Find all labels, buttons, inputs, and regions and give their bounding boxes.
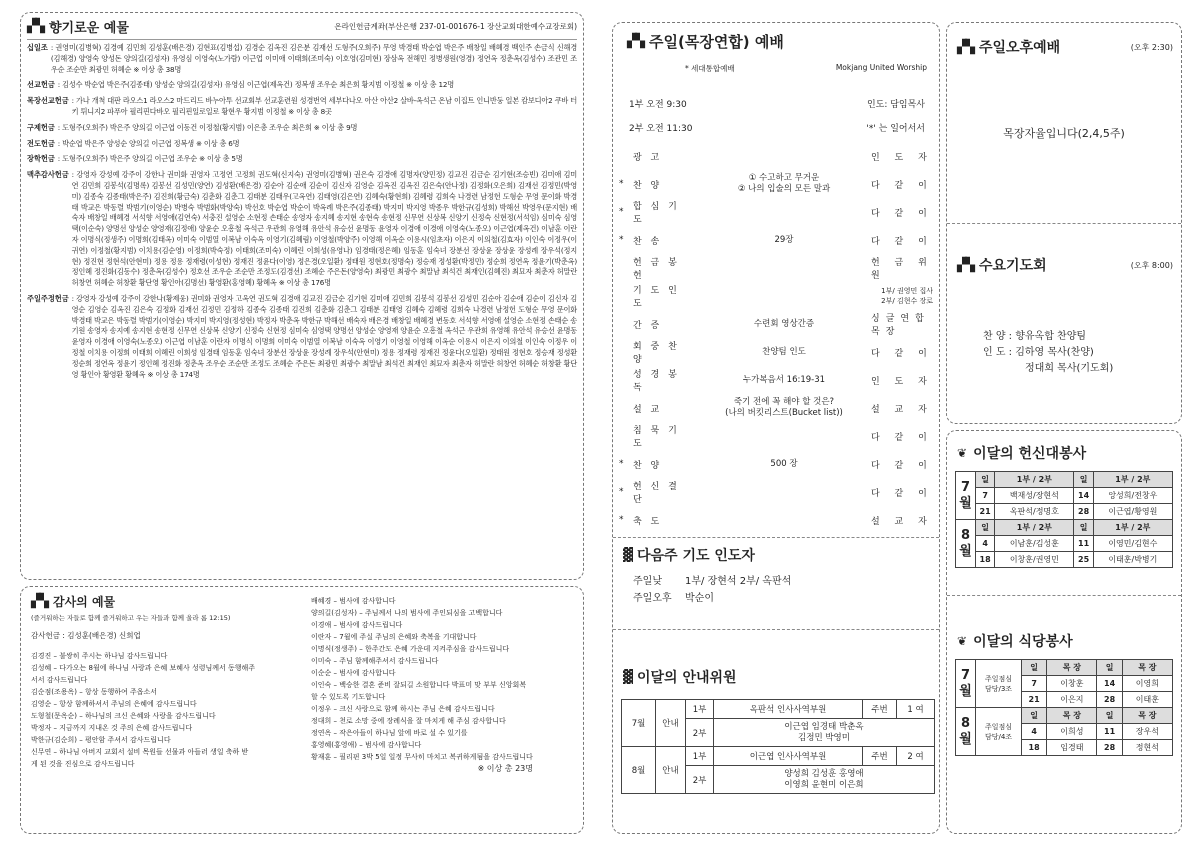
- table-header: [956, 472, 1173, 488]
- wednesday-time: (오후 8:00): [1130, 260, 1173, 270]
- usher-month: 7월: [622, 700, 656, 747]
- checker-square-icon: ▞▚: [957, 257, 973, 273]
- praise-value: 향유옥합 찬양팀: [1015, 331, 1087, 342]
- thanks-total: ※ 이상 총 23명: [477, 764, 533, 773]
- usher-role: 안내: [656, 747, 686, 794]
- service-box: [612, 22, 940, 834]
- usher-row: [622, 747, 935, 766]
- name-cell: 옥판석/정명호: [995, 504, 1074, 520]
- order-person: 설 교 자: [871, 516, 933, 527]
- next-label-afternoon: 주일오후: [633, 593, 672, 604]
- thanks-line: 신무연 – 하나님 아버지 교회서 설비 목원들 선물과 아들러 생일 축하 받: [31, 748, 249, 756]
- afternoon-header: [957, 37, 1060, 57]
- offering-item: [27, 123, 577, 134]
- cafeteria-table: [955, 659, 1173, 756]
- column-header: 일: [1022, 708, 1047, 724]
- order-name: 찬 양: [633, 460, 663, 471]
- leader-dots: [703, 436, 863, 437]
- offering-header: [27, 17, 129, 36]
- order-content: ① 수고하고 무거운 ② 나의 입술의 모든 말과: [697, 173, 871, 195]
- thanks-line: 이란자 – 7월에 주실 주님의 은혜와 축복을 기대합니다: [311, 633, 477, 641]
- order-content: 29장: [697, 235, 871, 246]
- dedication-header: [957, 443, 1086, 463]
- next-header: [623, 545, 755, 565]
- month-cell: 8 월: [956, 520, 976, 568]
- offering-names: : 김성수 박순엽 박은주(김종태) 양성순 양의길(김성자) 유영심 이근엽(제옥건) 정복생 조우순 최은희 황지범 이정철 ※ 이상 총 12명: [57, 80, 454, 90]
- name-cell: 앙성희/전창우: [1093, 488, 1172, 504]
- order-person: 다 같 이: [871, 208, 933, 219]
- order-star: *: [619, 207, 624, 217]
- offering-label: 선교헌금: [27, 80, 55, 90]
- usher-month: 8월: [622, 747, 656, 794]
- day-cell: 21: [976, 504, 995, 520]
- thanks-title: 감사의 예물: [53, 595, 116, 609]
- thanks-line: 게 된 것을 진심으로 감사드립니다: [31, 760, 135, 768]
- order-content: 수련회 영상간증: [697, 319, 871, 330]
- order-content: 누가복음서 16:19-31: [697, 375, 871, 386]
- order-star: *: [619, 515, 624, 525]
- month-cell: 7 월: [956, 660, 976, 708]
- offering-item: [27, 294, 577, 380]
- order-name: 광 고: [633, 152, 663, 163]
- name-cell: 백재성/장현석: [995, 488, 1074, 504]
- thanks-line: 박정자 – 지금까지 지내온 것 주의 은혜 감사드립니다: [31, 724, 193, 732]
- name-cell: 정현석: [1122, 740, 1172, 756]
- order-person: 인 도 자: [871, 152, 933, 163]
- thanks-header: [31, 593, 301, 610]
- name-cell: 장우석: [1122, 724, 1172, 740]
- afternoon-time: (오후 2:30): [1130, 42, 1173, 52]
- thanks-line: 할 수 있도록 기도합니다: [311, 693, 386, 701]
- name-cell: 임경태: [1047, 740, 1097, 756]
- duty-group: 주일점심 담당/3조: [976, 660, 1022, 708]
- order-row: [619, 339, 933, 365]
- order-row: [619, 171, 933, 197]
- offering-list: [27, 43, 577, 380]
- order-row: [619, 451, 933, 477]
- order-name: 간 증: [633, 320, 663, 331]
- thanks-line: 배혜경 – 범사에 감사합니다: [311, 597, 396, 605]
- order-name: 축 도: [633, 516, 663, 527]
- column-header: 일: [1097, 708, 1122, 724]
- offering-label: 주일주정헌금: [27, 293, 69, 303]
- thanks-verse: (즐거워하는 자들로 함께 즐거워하고 우는 자들과 함께 울라 롬 12:15): [31, 614, 231, 622]
- thanks-line: 정대희 – 천로 소망 중에 장례식을 잘 마치게 해 주심 감사합니다: [311, 717, 506, 725]
- table-row: [956, 504, 1173, 520]
- thanks-list-right: [311, 595, 573, 763]
- thanks-line: 서서 감사드립니다: [31, 676, 88, 684]
- offering-item: [27, 154, 577, 165]
- usher-names: 양성희 김성훈 홍영애 이영희 윤현미 이은희: [714, 766, 935, 794]
- offering-item: [27, 43, 577, 75]
- offering-label: 맥추감사헌금: [27, 170, 69, 180]
- cafeteria-title: 이달의 식당봉사: [973, 634, 1073, 650]
- order-person: 설 교 자: [871, 404, 933, 415]
- usher-part: 2부: [686, 766, 714, 794]
- afternoon-body: 목장자율입니다(2,4,5주): [1003, 127, 1125, 140]
- ushers-table: [621, 699, 935, 794]
- thanks-line: 김경진 – 불쌍히 주시는 하나님 감사드립니다: [31, 652, 168, 660]
- day-cell: 7: [1022, 676, 1047, 692]
- column-header: 일: [1022, 660, 1047, 676]
- thanks-line: 정연옥 – 작은아들이 하나님 앞에 바로 설 수 있기를: [311, 729, 468, 737]
- order-name: 기 도 인 도: [633, 286, 680, 309]
- order-name: 회 중 찬 양: [633, 342, 680, 365]
- order-row: [619, 143, 933, 169]
- right-page: [600, 0, 1200, 848]
- leader-dots: [703, 492, 863, 493]
- next-title: 다음주 기도 인도자: [637, 548, 755, 564]
- heart-bullet-icon: ❦: [957, 634, 968, 648]
- order-row: [619, 255, 933, 281]
- name-cell: 이남훈/김성훈: [995, 536, 1074, 552]
- order-row: [619, 367, 933, 393]
- order-star: *: [619, 235, 624, 245]
- thanks-line: 이순순 – 범사에 감사합니다: [311, 669, 396, 677]
- usher-part: 1부: [686, 747, 714, 766]
- day-cell: 25: [1074, 552, 1093, 568]
- thanks-intro: 감사헌금 : 김성훈(배은경) 신희업: [31, 631, 141, 640]
- order-content: 죽기 전에 꼭 해야 할 것은? (나의 버킷리스트(Bucket list)): [697, 397, 871, 419]
- table-row: [956, 552, 1173, 568]
- leader-dots: [703, 212, 863, 213]
- day-cell: 28: [1097, 740, 1122, 756]
- column-header: 일: [976, 520, 995, 536]
- column-header: 1부 / 2부: [1093, 520, 1172, 536]
- table-header: [956, 660, 1173, 676]
- order-person: 1부/ 권영민 집사 2부/ 김현수 장로: [881, 287, 933, 305]
- order-name: 헌 신 결 단: [633, 482, 680, 505]
- offering-item: [27, 80, 577, 91]
- cafeteria-header: [957, 631, 1073, 651]
- offering-item: [27, 96, 577, 118]
- thanks-line: 양의길(김성자) – 주님께서 나의 범사에 주인되심을 고백합니다: [311, 609, 503, 617]
- name-cell: 이창훈/권영민: [995, 552, 1074, 568]
- leader-dots: [703, 156, 863, 157]
- offering-names: : 박순엽 박은주 양성순 양의길 이근엽 정복생 ※ 이상 총 6명: [57, 138, 240, 148]
- leader-dots: [703, 296, 863, 297]
- offering-label: 전도헌금: [27, 138, 55, 148]
- service-title: 주일(목장연합) 예배: [649, 33, 784, 51]
- checker-square-icon: ▓: [623, 547, 631, 563]
- day-cell: 28: [1074, 504, 1093, 520]
- day-cell: 14: [1097, 676, 1122, 692]
- column-header: 1부 / 2부: [995, 520, 1074, 536]
- checker-square-icon: ▓: [623, 669, 631, 685]
- thanks-line: 박한규(김순희) – 평안함 주셔서 감사드립니다: [31, 736, 171, 744]
- column-header: 목 장: [1047, 708, 1097, 724]
- name-cell: 이영민/김현수: [1093, 536, 1172, 552]
- month-cell: 7 월: [956, 472, 976, 520]
- offering-box: [20, 12, 584, 580]
- day-cell: 4: [1022, 724, 1047, 740]
- day-cell: 28: [1097, 692, 1122, 708]
- day-cell: 7: [976, 488, 995, 504]
- order-content: 500 장: [697, 459, 871, 470]
- duty-group: 주일점심 담당/4조: [976, 708, 1022, 756]
- order-name: 찬 양: [633, 180, 663, 191]
- order-row: [619, 507, 933, 533]
- thanks-line: 김순점(조용옥) – 항상 동행하여 주옵소서: [31, 688, 158, 696]
- offering-title: 향기로운 예물: [49, 21, 129, 36]
- order-row: [619, 283, 933, 309]
- order-person: 다 같 이: [871, 348, 933, 359]
- thanks-line: 홍영혜(홍영애) – 범사에 감사합니다: [311, 741, 422, 749]
- service-schedule-box: [946, 430, 1182, 834]
- afternoon-title: 주일오후예배: [979, 40, 1061, 56]
- thanks-list-left: [31, 650, 301, 770]
- order-name: 헌 금 봉 헌: [633, 258, 680, 281]
- standing-note: '*' 는 일어서서: [866, 124, 925, 134]
- order-person: 다 같 이: [871, 488, 933, 499]
- order-name: 찬 송: [633, 236, 663, 247]
- day-cell: 11: [1097, 724, 1122, 740]
- thanks-box: [20, 586, 584, 834]
- month-cell: 8 월: [956, 708, 976, 756]
- column-header: 1부 / 2부: [1093, 472, 1172, 488]
- thanks-line: 김성혜 – 다가오는 8월에 하나님 사랑과 은혜 보혜사 성령님께서 동행해주: [31, 664, 256, 672]
- usher-row: [622, 700, 935, 719]
- order-person: 헌 금 위 원: [871, 258, 933, 281]
- name-cell: 이은지: [1047, 692, 1097, 708]
- offering-names: : 도형주(오희주) 박은주 양의길 이근엽 이동건 이정철(황지범) 이은총 조우순 최은희 ※ 이상 총 9명: [57, 122, 358, 132]
- afternoon-box: [946, 22, 1182, 424]
- order-name: 침 묵 기 도: [633, 426, 680, 449]
- checker-square-icon: ▞▚: [957, 39, 973, 55]
- name-cell: 이영희: [1122, 676, 1172, 692]
- offering-label: 장학헌금: [27, 154, 55, 164]
- offering-names: : 가나 개척 대판 라오스1 라오스2 마드리드 바누아투 선교회부 선교훈련원 성경번역 세부다나오 아산 아산2 살바-옥석근 온남 이집트 인니반둥 일본 캄보디아2 쿠바 터키 튀니지2 파푸아 필리핀다바오 필리핀일로일로 황현우 황지범 이정철 ※ 이상 총 8곳: [71, 96, 577, 116]
- day-cell: 18: [976, 552, 995, 568]
- order-content: 찬양팀 인도: [697, 347, 871, 358]
- next-value-afternoon: 박순이: [685, 593, 714, 604]
- name-cell: 이근엽/황영원: [1093, 504, 1172, 520]
- dedication-table: [955, 471, 1173, 568]
- dedication-title: 이달의 헌신대봉사: [973, 446, 1087, 462]
- thanks-line: 이명식(정생주) – 한주간도 은혜 가운데 지켜주심을 감사드립니다: [311, 645, 510, 653]
- column-header: 목 장: [1122, 660, 1172, 676]
- service-english: Mokjang United Worship: [835, 63, 927, 72]
- name-cell: 이창훈: [1047, 676, 1097, 692]
- order-person: 싱글연합목장: [871, 314, 930, 337]
- day-cell: 21: [1022, 692, 1047, 708]
- usher-week-label: 주번: [863, 747, 897, 766]
- ushers-title: 이달의 안내위원: [637, 670, 737, 686]
- wednesday-header: [957, 255, 1047, 275]
- ushers-header: [623, 667, 737, 687]
- usher-names: 옥판석 인사사역부원: [714, 700, 863, 719]
- table-header: [956, 520, 1173, 536]
- offering-label: 목장선교헌금: [27, 96, 69, 106]
- table-row: [956, 536, 1173, 552]
- column-header: 1부 / 2부: [995, 472, 1074, 488]
- column-header: 일: [1074, 520, 1093, 536]
- thanks-line: 이정우 – 크신 사랑으로 함께 하시는 주님 은혜 감사드립니다: [311, 705, 495, 713]
- order-row: [619, 479, 933, 505]
- offering-names: : 권영미(김병혁) 김경예 김민희 김성훈(배은경) 김현표(김병섭) 김경순 김옥진 김은분 김재선 도형주(오희주) 무영 박경태 박순엽 박은주 배창일 배혜경 백인주 손금식 신해경(김해경) 양영숙 양성돈 양의길(김성자) 유영심 이영숙(노가람) 이근업 이미애 이태희(조미숙) 이호영(김미현) 장삼옥 전해민 정병생원(영경) 정연옥 정춘옥(김성수) 조관민 조우순 조순만 최광민 허혜순 ※ 이상 총 38명: [50, 43, 577, 74]
- next-value-day: 1부/ 장현석 2부/ 옥판석: [685, 576, 792, 587]
- name-cell: 이태훈: [1122, 692, 1172, 708]
- leader-label: 인 도 :: [983, 347, 1013, 358]
- online-account: 온라인헌금계좌(부산은행 237-01-001676-1 장산교회대한예수교장로회): [334, 22, 577, 31]
- thanks-line: 이인숙 – 백승한 결혼 준비 잘되길 소원합니다 박표미 맞 부부 신앙회복: [311, 681, 527, 689]
- offering-names: : 강영자 강성예 강주이 강한나(황제웅) 권미화 권영자 고옥연 권도혁 김경애 김교진 김금순 김기현 김미애 김민희 김봉석 김봉선 김성민 김순아 김순애 김순이 김신자 김영순 김영순 김옥진 김은숙 김정화 김재선 김정민 김정하 김종숙 김종태 김진희 김춘화 김춘그 김태분 김태영 김혜숙 김혜령 김희숙 나경련 남정헌 도형순 무영 문이화 박경태 박교은 박동렬 박범기(이영순) 박지미 박지영(정성현) 박정자 박춘옥 박한규 박해선 배숙자 배은경 배창일 배혜경 변동호 서석향 서영애 설영순 소현정 손태순 송기원 송영자 송지예 송지현 송현정 신무연 신상복 신양기 신정숙 신현정 심미숙 심영택 양명선 양성순 양영재 양윤순 오흥철 옥석근 우관희 유영해 유안석 유승선 윤명동 윤영자 이경애 이영숙(노종오) 이근엽 이남훈 이란자 이명식 이명희 이미숙 이범열 이복남 이숙옥 이영기 이영철 이영해 이옥순 이용시 이은지 이의철 이인숙 이정우 이정철 이치용 이정희 이태희 이혜린 이희성 임경태 임동훈 임숙녀 장분선 장상윤 장성례 장우석(안현미) 정용 정재령 정재진 정윤다(오일환) 정태원 정현호 정승재 정성환 정순희 정연옥 정윤기 정인혜 정진화 정춘옥 조우순 조순만 조정도 조혜순 주은돈 최광민 최광수 최말남 최석건 최재인 최묘자 최춘자 허말란 허창연 허혜순 허창환 황단영 황인아 황영환 황혜옥 ※ 이상 총 174명: [71, 293, 577, 379]
- column-header: 일: [1097, 660, 1122, 676]
- order-person: 다 같 이: [871, 236, 933, 247]
- offering-item: [27, 139, 577, 150]
- name-cell: 이희성: [1047, 724, 1097, 740]
- checker-square-icon: ▞▚: [31, 594, 47, 609]
- day-cell: 11: [1074, 536, 1093, 552]
- praise-label: 찬 양 :: [983, 331, 1013, 342]
- usher-names: 이근엽 인사사역부원: [714, 747, 863, 766]
- service-leader: 인도: 담임목사: [866, 100, 925, 110]
- order-row: [619, 395, 933, 421]
- checker-square-icon: ▞▚: [627, 34, 643, 49]
- day-cell: 4: [976, 536, 995, 552]
- table-row: [956, 488, 1173, 504]
- leader-dots: [703, 520, 863, 521]
- usher-names: 이근엽 임경태 박춘옥 김정민 박영미: [714, 719, 935, 747]
- offering-label: 구제헌금: [27, 122, 55, 132]
- order-star: *: [619, 179, 624, 189]
- order-star: *: [619, 487, 624, 497]
- usher-part: 2부: [686, 719, 714, 747]
- day-cell: 14: [1074, 488, 1093, 504]
- order-name: 합 심 기 도: [633, 202, 680, 225]
- order-person: 인 도 자: [871, 376, 933, 387]
- order-row: [619, 311, 933, 337]
- next-label-day: 주일낮: [633, 576, 662, 587]
- offering-names: : 강영자 강성예 강주이 강한나 권미화 권영자 고정연 고정희 권도혁(신지숙) 권영미(김병혁) 권은숙 김경애 김명자(양민정) 김교진 김금순 김기현(조승빈) 김미애 김미연 김민희 김봉석(김명록) 김봉선 김성민(양연) 김성환(배은경) 김순아 김순애 김순이 김신자 김영순 김옥진 김옥진 김은숙(안나정) 김정화(오은희) 김재선 김정민(박영미) 김종숙 김종태(박은주) 김진희(황금숙) 김춘화 김춘그 김태분 김태우(고옥연) 김태영(김은연) 김혜숙(황현희) 김혜령 김희숙 나경련 남정헌 도형순 무영 문이화 박경태 박교은 박동렬 박범기(이영순) 박병숙 박범화(박양숙) 박선호 박순엽 박순이 박옥례 박은주(김종태) 박지미 박지영 박종우 박한규(김성희) 박해선 박영우(문지현) 배숙자 배창일 배혜경 서석향 서영애(김연숙) 서충진 설영순 소현정 손태순 송영자 송지혜 송지현 송현숙 송현정 신무연 신상복 신양기 신정숙 신현정(서석임) 심미숙 심영택(이순숙) 양명선 양성순 양영재(김정애) 양윤순 오흥철 옥석근 우관희 유영해 유안석 유승선 윤명동 윤영자 이경애 이경애 이영숙(노종오) 이근엽(제옥건) 이남훈 이란자 이명식(정생주) 이명희(김태옥) 이미숙 이범열 이복남 이숙옥 이영기(김혜림) 이영철(박양주) 이영해 이옥순 이용시(임초자) 이은지 이의철(김효자) 이인숙 이정우(이귀연) 이정철(황지범) 이치용(김순영) 이정희(박숙정) 이태희(조미숙) 이혜린 이희성(유영나) 임경태(정은혜) 임동훈 임숙녀 장분선 장상윤 장상윤 장성례 장우석(정지현) 정진현 정현석(안현미) 정용 정용 정재령(이성현) 정재진 정윤다(이영) 정은경(오일환) 정태원 정현호(정명숙) 정승재 정성환(박정민) 정순희 정연옥 정윤기(박춘옥) 정인혜 정진화(김동수) 정춘옥(김성수) 정호선 조우순 조순만 조정도(김경선) 조혜순 주은돈(양영숙) 최광민 최광수 최말남 최석건 최재인(김혜진) 최묘자 최춘자 허말란 허창연 허혜순 허창환 황단영 황인아(김명선) 황영환(홍영혜) 황혜옥 ※ 이상 총 176명: [71, 170, 577, 288]
- order-person: 다 같 이: [871, 180, 933, 191]
- thanks-line: 도형철(문옥순) – 하나님의 크신 은혜와 사랑을 감사드립니다: [31, 712, 216, 720]
- order-row: [619, 423, 933, 449]
- thanks-line: 황재훈 – 필리핀 3박 5일 일정 무사히 마치고 복귀하게됨을 감사드립니다: [311, 753, 533, 761]
- heart-bullet-icon: ❦: [957, 446, 968, 460]
- order-row: [619, 227, 933, 253]
- usher-role: 안내: [656, 700, 686, 747]
- order-star: *: [619, 459, 624, 469]
- service-time-1: 1부 오전 9:30: [629, 100, 687, 110]
- thanks-line: 김영순 – 항상 함께하셔서 주님의 은혜에 감사드립니다: [31, 700, 197, 708]
- leader-value-2: 정대희 목사(기도회): [1025, 363, 1114, 374]
- usher-part: 1부: [686, 700, 714, 719]
- leader-dots: [703, 268, 863, 269]
- name-cell: 이태훈/박병기: [1093, 552, 1172, 568]
- day-cell: 18: [1022, 740, 1047, 756]
- next-leaders: [633, 573, 791, 607]
- service-subtitle: * 세대통합예배: [685, 64, 735, 73]
- order-name: 설 교: [633, 404, 663, 415]
- column-header: 목 장: [1122, 708, 1172, 724]
- order-person: 다 같 이: [871, 460, 933, 471]
- thanks-line: 이미숙 – 주님 함께해주셔서 감사드립니다: [311, 657, 439, 665]
- usher-week: 1 여: [897, 700, 935, 719]
- leader-value-1: 김하영 목사(찬양): [1015, 347, 1094, 358]
- column-header: 일: [1074, 472, 1093, 488]
- table-header: [956, 708, 1173, 724]
- order-row: [619, 199, 933, 225]
- service-header: [627, 31, 784, 52]
- column-header: 일: [976, 472, 995, 488]
- offering-names: : 도형주(오희주) 박은주 양의길 이근엽 조우순 ※ 이상 총 5명: [57, 154, 243, 164]
- checker-square-icon: ▞▚: [27, 19, 43, 34]
- wednesday-title: 수요기도회: [979, 258, 1047, 274]
- wednesday-details: [983, 329, 1113, 377]
- thanks-line: 이경애 – 범사에 감사드립니다: [311, 621, 403, 629]
- order-person: 다 같 이: [871, 432, 933, 443]
- offering-item: [27, 170, 577, 289]
- offering-label: 십일조: [27, 43, 48, 52]
- order-name: 성 경 봉 독: [633, 370, 680, 393]
- usher-week: 2 여: [897, 747, 935, 766]
- column-header: 목 장: [1047, 660, 1097, 676]
- service-time-2: 2부 오전 11:30: [629, 124, 693, 134]
- usher-week-label: 주번: [863, 700, 897, 719]
